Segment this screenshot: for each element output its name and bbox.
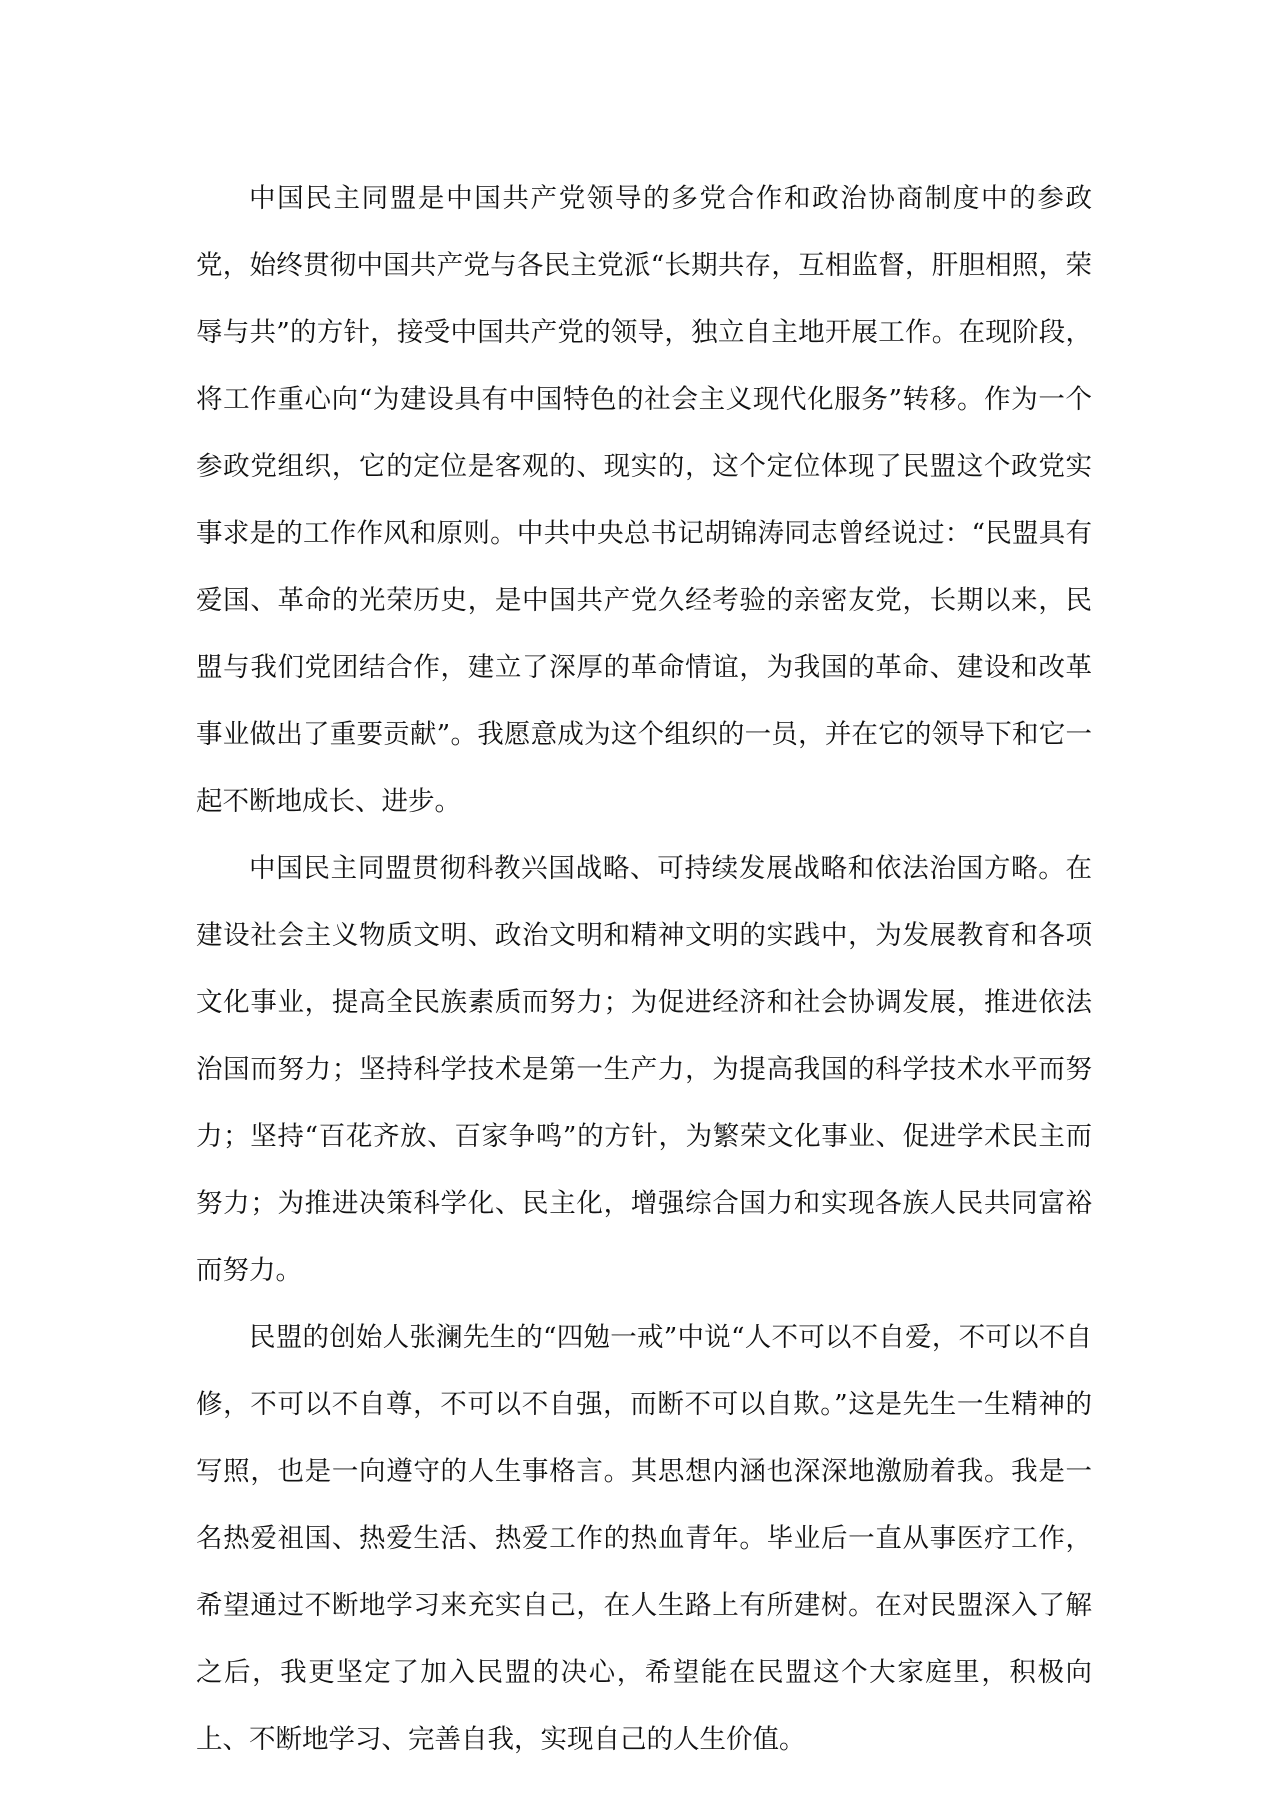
paragraph-2: 中国民主同盟贯彻科教兴国战略、可持续发展战略和依法治国方略。在建设社会主义物质文明、政治文明和精神文明的实践中，为发展教育和各项文化事业，提高全民族素质而努力；为促进经济和社会协调发展，推进依法治国而努力；坚持科学技术是第一生产力，为提高我国的科学技术水平而努力；坚持“百花齐放、百家争鸣”的方针，为繁荣文化事业、促进学术民主而努力；为推进决策科学化、民主化，增强综合国力和实现各族人民共同富裕而努力。 <box>196 853 1092 1286</box>
paragraph-3: 民盟的创始人张澜先生的“四勉一戒”中说“人不可以不自爱，不可以不自修，不可以不自尊，不可以不自强，而断不可以自欺。”这是先生一生精神的写照，也是一向遵守的人生事格言。其思想内涵也深深地激励着我。我是一名热爱祖国、热爱生活、热爱工作的热血青年。毕业后一直从事医疗工作，希望通过不断地学习来充实自己，在人生路上有所建树。在对民盟深入了解之后，我更坚定了加入民盟的决心，希望能在民盟这个大家庭里，积极向上、不断地学习、完善自我，实现自己的人生价值。 <box>196 1322 1092 1755</box>
paragraph-1: 中国民主同盟是中国共产党领导的多党合作和政治协商制度中的参政党，始终贯彻中国共产党与各民主党派“长期共存，互相监督，肝胆相照，荣辱与共”的方针，接受中国共产党的领导，独立自主地开展工作。在现阶段，将工作重心向“为建设具有中国特色的社会主义现代化服务”转移。作为一个参政党组织，它的定位是客观的、现实的，这个定位体现了民盟这个政党实事求是的工作作风和原则。中共中央总书记胡锦涛同志曾经说过：“民盟具有爱国、革命的光荣历史，是中国共产党久经考验的亲密友党，长期以来，民盟与我们党团结合作，建立了深厚的革命情谊，为我国的革命、建设和改革事业做出了重要贡献”。我愿意成为这个组织的一员，并在它的领导下和它一起不断地成长、进步。 <box>196 183 1092 817</box>
document-body <box>196 165 1092 1773</box>
